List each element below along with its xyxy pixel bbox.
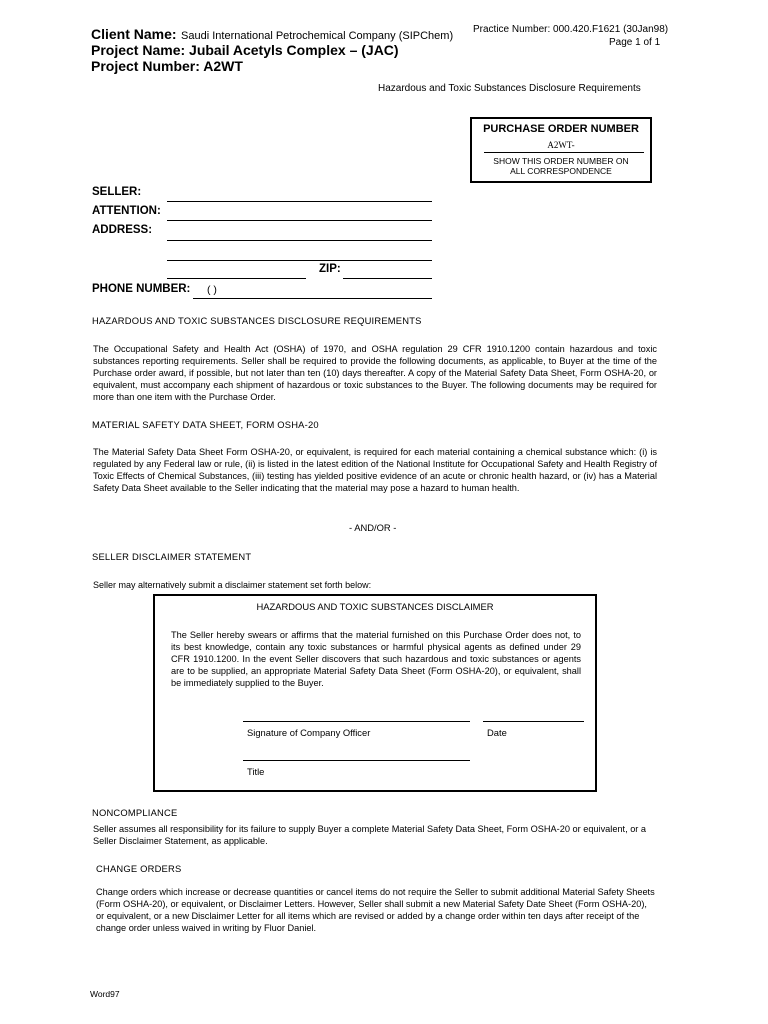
address-field-line1[interactable] <box>167 240 432 241</box>
section-body-noncompliance: Seller assumes all responsibility for its failure to supply Buyer a complete Material Safety Data Sheet, Form OSHA-20 or equivalent, or a Seller Disclaimer Statement, as applicable. <box>93 824 647 846</box>
section-heading-disclosure: HAZARDOUS AND TOXIC SUBSTANCES DISCLOSURE REQUIREMENTS <box>92 315 422 326</box>
attention-field[interactable] <box>167 220 432 221</box>
phone-area-code: ( ) <box>207 284 217 296</box>
client-value: Saudi International Petrochemical Company (SIPChem) <box>181 30 454 42</box>
disclaimer-box <box>153 594 597 792</box>
client-label: Client Name: <box>91 26 177 42</box>
title-label: Title <box>247 766 265 777</box>
seller-field[interactable] <box>167 201 432 202</box>
and-or-separator: - AND/OR - <box>349 522 397 533</box>
purchase-order-box <box>470 117 652 183</box>
practice-number: Practice Number: 000.420.F1621 (30Jan98) <box>473 24 669 35</box>
page-number: Page 1 of 1 <box>609 37 661 48</box>
seller-label: SELLER: <box>92 186 142 198</box>
phone-label: PHONE NUMBER: <box>92 283 191 295</box>
phone-field[interactable] <box>193 298 432 299</box>
po-number-value[interactable]: A2WT- <box>547 140 575 150</box>
po-divider <box>484 152 644 153</box>
disclaimer-intro: Seller may alternatively submit a disclaimer statement set forth below: <box>93 580 372 590</box>
project-number: Project Number: A2WT <box>91 58 243 74</box>
section-body-msds: The Material Safety Data Sheet Form OSHA-20, or equivalent, is required for each material containing a chemical substance which: (i) is regulated by any Federal law or rule, (ii) is listed in the latest edition of the National Institute for Occupational Safety and Health Registry of Toxic Effects of Chemical Substances, (iii) testing has yielded positive evidence of an acute or chronic health hazard, or (iv) has a Material Safety Data Sheet available to the Seller indicating that the material may pose a hazard to human health. <box>93 447 657 493</box>
date-line[interactable] <box>483 721 584 722</box>
section-body-change-orders: Change orders which increase or decrease quantities or cancel items do not require the Seller to submit additional Material Safety Sheets (Form OSHA-20), or equivalent, or Disclaimer Letters. However, Seller shall submit a new Material Safety Date Sheet (Form OSHA-20), or equivalent, or a new Disclaimer Letter for all items which are revised or added by a change order within ten days after receipt of the change order unless waived in writing by Fluor Daniel. <box>96 887 655 933</box>
footer-word97: Word97 <box>90 989 120 999</box>
section-heading-msds: MATERIAL SAFETY DATA SHEET, FORM OSHA-20 <box>92 419 319 430</box>
document-title: Hazardous and Toxic Substances Disclosure Requirements <box>378 83 641 94</box>
date-label: Date <box>487 727 507 738</box>
section-heading-change-orders: CHANGE ORDERS <box>96 863 182 874</box>
address-field-line2[interactable] <box>167 260 432 261</box>
po-note-line2: ALL CORRESPONDENCE <box>510 166 612 176</box>
disclaimer-body: The Seller hereby swears or affirms that the material furnished on this Purchase Order does not, to its best knowledge, contain any toxic substances or harmful physical agents as defined under 29 CFR 1910.1200. In the event Seller discovers that such hazardous and toxic substances or agents are to be supplied, an appropriate Material Safety Data Sheet (Form OSHA-20), or equivalent, shall be immediately supplied to the Buyer. <box>171 630 581 688</box>
section-body-disclosure: The Occupational Safety and Health Act (OSHA) of 1970, and OSHA regulation 29 CFR 1910.1200 contain hazardous and toxic substances reporting requirements. Seller shall be required to provide the following documents, as applicable, to Buyer at the time of the Purchase order award, if possible, but not later than ten (10) days thereafter. A copy of the Material Safety Data Sheet, Form OSHA-20, or equivalent, must accompany each shipment of hazardous or toxic substances to the Buyer. The following documents may be required for more than one item with the Purchase Order. <box>93 344 657 402</box>
po-title: PURCHASE ORDER NUMBER <box>483 123 639 135</box>
section-heading-disclaimer: SELLER DISCLAIMER STATEMENT <box>92 551 252 562</box>
attention-label: ATTENTION: <box>92 205 161 217</box>
po-note-line1: SHOW THIS ORDER NUMBER ON <box>493 156 629 166</box>
project-name: Project Name: Jubail Acetyls Complex – (JAC) <box>91 42 399 58</box>
zip-label: ZIP: <box>319 263 341 275</box>
city-field[interactable] <box>167 278 306 279</box>
address-label: ADDRESS: <box>92 224 153 236</box>
disclaimer-title: HAZARDOUS AND TOXIC SUBSTANCES DISCLAIMER <box>256 601 494 612</box>
signature-line[interactable] <box>243 721 470 722</box>
zip-field[interactable] <box>343 278 432 279</box>
title-line[interactable] <box>243 760 470 761</box>
signature-label: Signature of Company Officer <box>247 727 371 738</box>
section-heading-noncompliance: NONCOMPLIANCE <box>92 807 178 818</box>
